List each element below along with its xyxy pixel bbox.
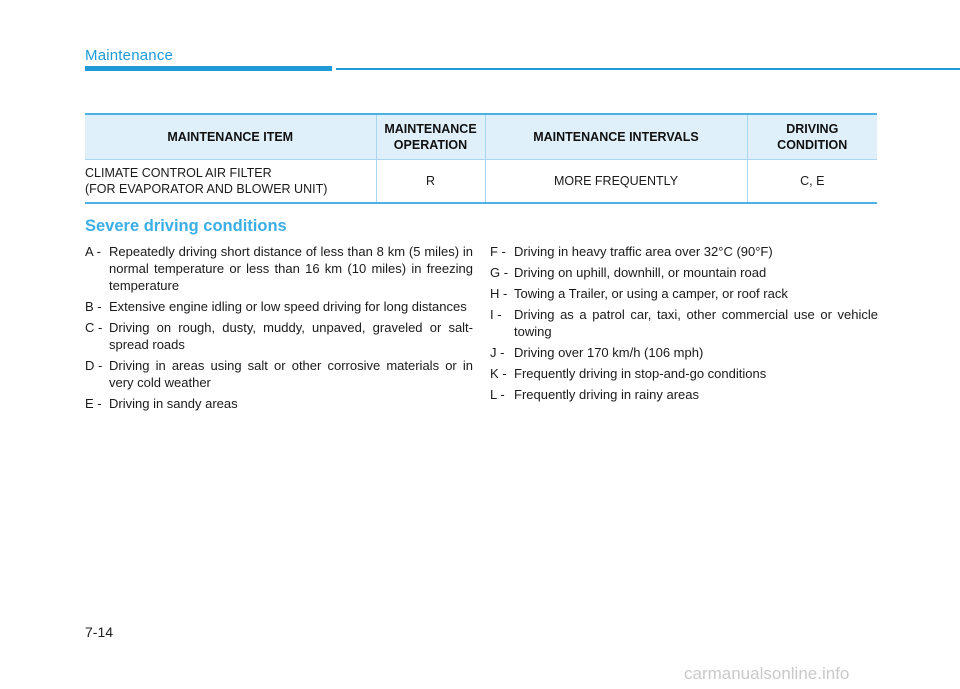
list-item-key: F - <box>490 244 506 259</box>
list-item-key: H - <box>490 286 508 301</box>
list-item <box>85 319 473 353</box>
cell-item <box>85 160 376 204</box>
list-item <box>85 395 473 412</box>
list-item-key: L - <box>490 387 505 402</box>
list-item <box>85 243 473 294</box>
list-item-key: E - <box>85 396 102 411</box>
list-item-key: C - <box>85 320 103 335</box>
list-item-text: Driving on uphill, downhill, or mountain road <box>514 265 767 280</box>
page-number: 7-14 <box>85 624 114 640</box>
list-item-text: Driving in sandy areas <box>109 396 238 411</box>
list-item-key: A - <box>85 244 101 259</box>
list-item <box>85 357 473 391</box>
list-item-text: Driving on rough, dusty, muddy, unpaved, graveled or salt-spread roads <box>109 320 473 352</box>
cell-operation: R <box>376 160 485 204</box>
list-item-key: K - <box>490 366 507 381</box>
col-header-operation: MAINTENANCE OPERATION <box>376 114 485 160</box>
list-item-text: Repeatedly driving short distance of less than 8 km (5 miles) in normal temperature or less than 16 km (10 miles) in freezing temperature <box>109 244 473 293</box>
header-rule-thin <box>336 68 960 70</box>
list-item-text: Frequently driving in stop-and-go conditions <box>514 366 767 381</box>
list-item-key: I - <box>490 307 502 322</box>
conditions-list-left <box>85 243 473 416</box>
list-item <box>490 243 878 260</box>
list-item <box>490 386 878 403</box>
list-item-key: D - <box>85 358 103 373</box>
conditions-list-right <box>490 243 878 407</box>
list-item <box>490 285 878 302</box>
list-item-text: Frequently driving in rainy areas <box>514 387 699 402</box>
list-item <box>490 306 878 340</box>
list-item-text: Towing a Trailer, or using a camper, or roof rack <box>514 286 788 301</box>
list-item-text: Extensive engine idling or low speed driving for long distances <box>109 299 467 314</box>
list-item-text: Driving over 170 km/h (106 mph) <box>514 345 704 360</box>
list-item-text: Driving in areas using salt or other corrosive materials or in very cold weather <box>109 358 473 390</box>
col-header-item: MAINTENANCE ITEM <box>167 130 294 144</box>
table-row <box>85 160 877 204</box>
col-header-intervals: MAINTENANCE INTERVALS <box>485 114 747 160</box>
cell-condition: C, E <box>747 160 877 204</box>
header-rule-thick <box>85 66 332 71</box>
section-title: Maintenance <box>85 47 174 64</box>
cell-interval: MORE FREQUENTLY <box>485 160 747 204</box>
maintenance-table <box>85 113 877 204</box>
cell-item-line2: (FOR EVAPORATOR AND BLOWER UNIT) <box>85 182 328 196</box>
list-item <box>85 298 473 315</box>
list-item-text: Driving as a patrol car, taxi, other commercial use or vehicle towing <box>514 307 878 339</box>
list-item-text: Driving in heavy traffic area over 32°C (90°F) <box>514 244 773 259</box>
watermark: carmanualsonline.info <box>684 664 850 683</box>
list-item-key: B - <box>85 299 102 314</box>
list-item <box>490 264 878 281</box>
col-header-condition: DRIVING CONDITION <box>747 114 877 160</box>
list-item <box>490 365 878 382</box>
severe-conditions-heading: Severe driving conditions <box>85 217 287 235</box>
list-item-key: J - <box>490 345 505 360</box>
list-item <box>490 344 878 361</box>
table-header-row <box>85 114 877 160</box>
list-item-key: G - <box>490 265 509 280</box>
cell-item-line1: CLIMATE CONTROL AIR FILTER <box>85 166 272 180</box>
